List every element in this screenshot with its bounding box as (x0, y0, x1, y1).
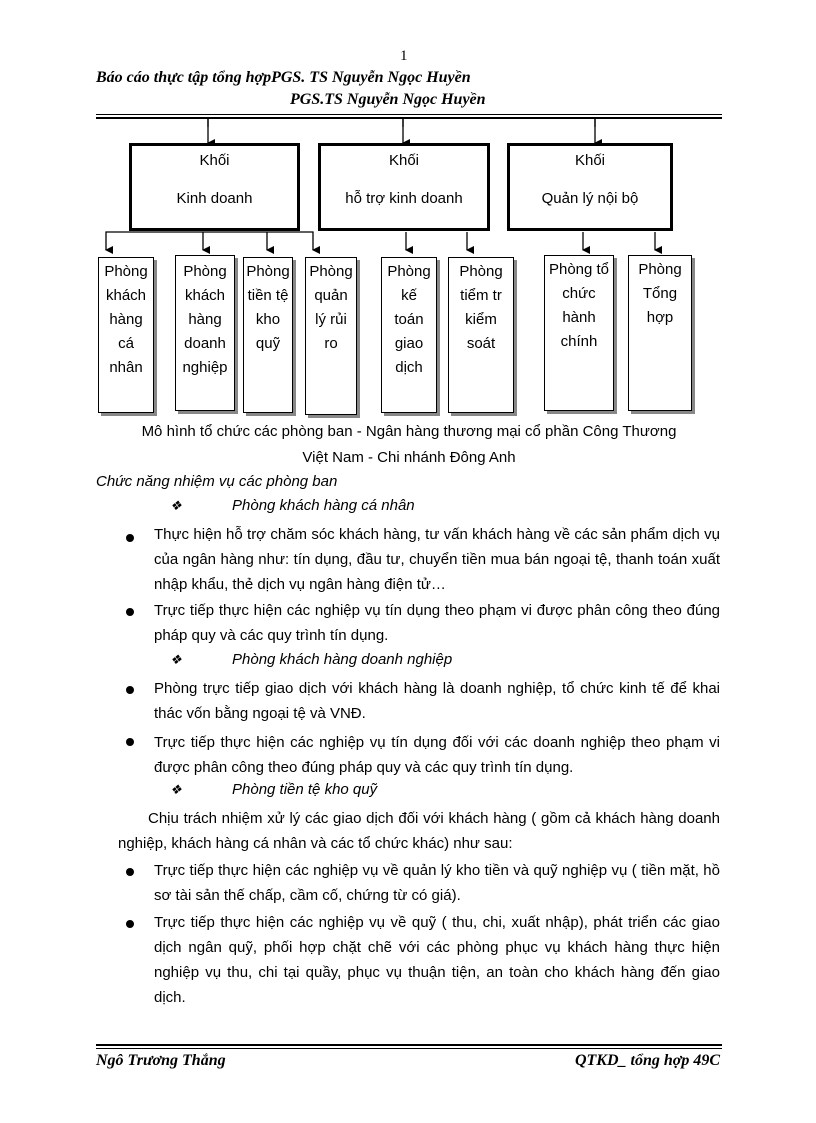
dept-line: ro (324, 335, 338, 352)
dept-line: giao (394, 335, 424, 352)
paragraph: Thực hiện hỗ trợ chăm sóc khách hàng, tư vấn khách hàng về các sản phẩm dịch vụ của ngân hàng như: tín dụng, đầu tư, chuyển tiền mua bán ngoại tệ, thanh toán xuất nhập khẩu, thẻ dịch vụ ngân hàng điện tử… (154, 526, 720, 593)
diamond-bullet-icon: ❖ (170, 652, 182, 667)
dept-line: toán (394, 311, 424, 328)
block-label: Quản lý nội bộ (541, 190, 639, 207)
subsection-heading-2 (170, 651, 453, 668)
dept-line: hàng (109, 311, 143, 328)
dept-ke-toan-giao-dich (381, 257, 437, 413)
bullet-icon (126, 608, 134, 616)
bullet-icon (126, 534, 134, 542)
dept-khach-hang-ca-nhan (98, 257, 154, 413)
paragraph: Trực tiếp thực hiện các nghiệp vụ tín dụng theo phạm vi được phân công theo đúng pháp quy và các quy trình tín dụng. (154, 602, 720, 644)
dept-line: khách (105, 287, 147, 304)
dept-line: Phòng (246, 263, 290, 280)
dept-line: chức (562, 285, 596, 302)
paragraph: Trực tiếp thực hiện các nghiệp vụ về quỹ ( thu, chi, xuất nhập), phát triển các giao dịch ngân quỹ, phối hợp chặt chẽ với các phòng phục vụ khách hàng thực hiện nghiệp vụ thu, chi tại quầy, phục vụ thuận tiện, an toàn cho khách hàng đến giao dịch. (154, 914, 720, 1006)
subsection-title: Phòng tiền tệ kho quỹ (232, 781, 378, 798)
dept-line: quỹ (255, 335, 281, 352)
block-quan-ly-noi-bo (507, 143, 673, 231)
dept-khach-hang-doanh-nghiep (175, 255, 235, 411)
dept-quan-ly-rui-ro (305, 257, 357, 415)
dept-tong-hop (628, 255, 692, 411)
dept-line: khách (184, 287, 226, 304)
dept-line: doanh (184, 335, 226, 352)
bullet-icon (126, 738, 134, 746)
diamond-bullet-icon: ❖ (170, 782, 182, 797)
dept-line: Phòng tổ (548, 261, 610, 278)
chart-caption-line-1: Mô hình tổ chức các phòng ban - Ngân hàng thương mại cổ phần Công Thương (141, 423, 677, 440)
section-title: Chức năng nhiệm vụ các phòng ban (96, 473, 338, 490)
footer-author: Ngô Trương Thắng (96, 1052, 226, 1069)
paragraph: Trực tiếp thực hiện các nghiệp vụ về quản lý kho tiền và quỹ nghiệp vụ ( tiền mặt, hồ sơ tài sản thế chấp, cầm cố, chứng từ có giá). (154, 862, 720, 904)
dept-line: hàng (188, 311, 222, 328)
diamond-bullet-icon: ❖ (170, 498, 182, 513)
dept-line: nhân (109, 359, 143, 376)
dept-line: kế (401, 287, 417, 304)
page-number: 1 (400, 48, 408, 64)
subsection-title: Phòng khách hàng doanh nghiệp (232, 651, 453, 668)
subsection-heading-1 (170, 497, 415, 514)
dept-line: Phòng (309, 263, 353, 280)
dept-line: Phòng (638, 261, 682, 278)
dept-tien-te-kho-quy (243, 257, 293, 413)
paragraph: Chịu trách nhiệm xử lý các giao dịch đối với khách hàng ( gồm cả khách hàng doanh nghiệp, khách hàng cá nhân và các tổ chức khác) như sau: (118, 810, 720, 852)
block-label: Kinh doanh (176, 190, 253, 207)
dept-line: lý rủi (315, 311, 347, 328)
dept-kiem-tra-kiem-soat (448, 257, 514, 413)
dept-line: tiền tệ (247, 287, 289, 304)
dept-line: Phòng (183, 263, 227, 280)
bullet-icon (126, 920, 134, 928)
dept-line: chính (560, 333, 598, 350)
dept-to-chuc-hanh-chinh (544, 255, 614, 411)
block-title: Khối (574, 152, 606, 169)
subsection-heading-3 (170, 781, 378, 798)
dept-line: hợp (646, 309, 674, 326)
header-line-1: Báo cáo thực tập tổng hợpPGS. TS Nguyễn Ngọc Huyền (96, 69, 471, 86)
paragraph: Phòng trực tiếp giao dịch với khách hàng là doanh nghiệp, tổ chức kinh tế để khai thác vốn bằng ngoại tệ và VNĐ. (154, 680, 720, 722)
dept-line: Phòng (459, 263, 503, 280)
dept-line: tiểm tr (460, 287, 502, 304)
dept-line: kho (255, 311, 281, 328)
block-kinh-doanh (129, 143, 300, 231)
dept-line: hành (562, 309, 596, 326)
subsection-title: Phòng khách hàng cá nhân (232, 497, 415, 514)
footer-rule (96, 1044, 722, 1046)
dept-line: dịch (395, 359, 423, 376)
dept-line: cá (118, 335, 134, 352)
dept-line: Tổng (642, 285, 678, 302)
dept-line: Phòng (104, 263, 148, 280)
dept-line: nghiệp (182, 359, 228, 376)
dept-line: quản (314, 287, 348, 304)
dept-line: soát (466, 335, 496, 352)
block-title: Khối (199, 152, 230, 169)
chart-caption-line-2: Việt Nam - Chi nhánh Đông Anh (302, 449, 516, 466)
block-label: hỗ trợ kinh doanh (345, 190, 463, 207)
header-line-2: PGS.TS Nguyễn Ngọc Huyền (290, 91, 486, 108)
paragraph: Trực tiếp thực hiện các nghiệp vụ tín dụng đối với các doanh nghiệp theo phạm vi được phân công theo đúng pháp quy và các quy trình tín dụng. (154, 734, 720, 776)
block-title: Khối (388, 152, 420, 169)
footer-rule-thin (96, 1048, 722, 1049)
dept-line: kiểm (465, 311, 497, 328)
dept-line: Phòng (387, 263, 431, 280)
footer-class: QTKD_ tổng hợp 49C (574, 1052, 720, 1069)
bullet-icon (126, 868, 134, 876)
bullet-icon (126, 686, 134, 694)
block-ho-tro-kinh-doanh (318, 143, 490, 231)
